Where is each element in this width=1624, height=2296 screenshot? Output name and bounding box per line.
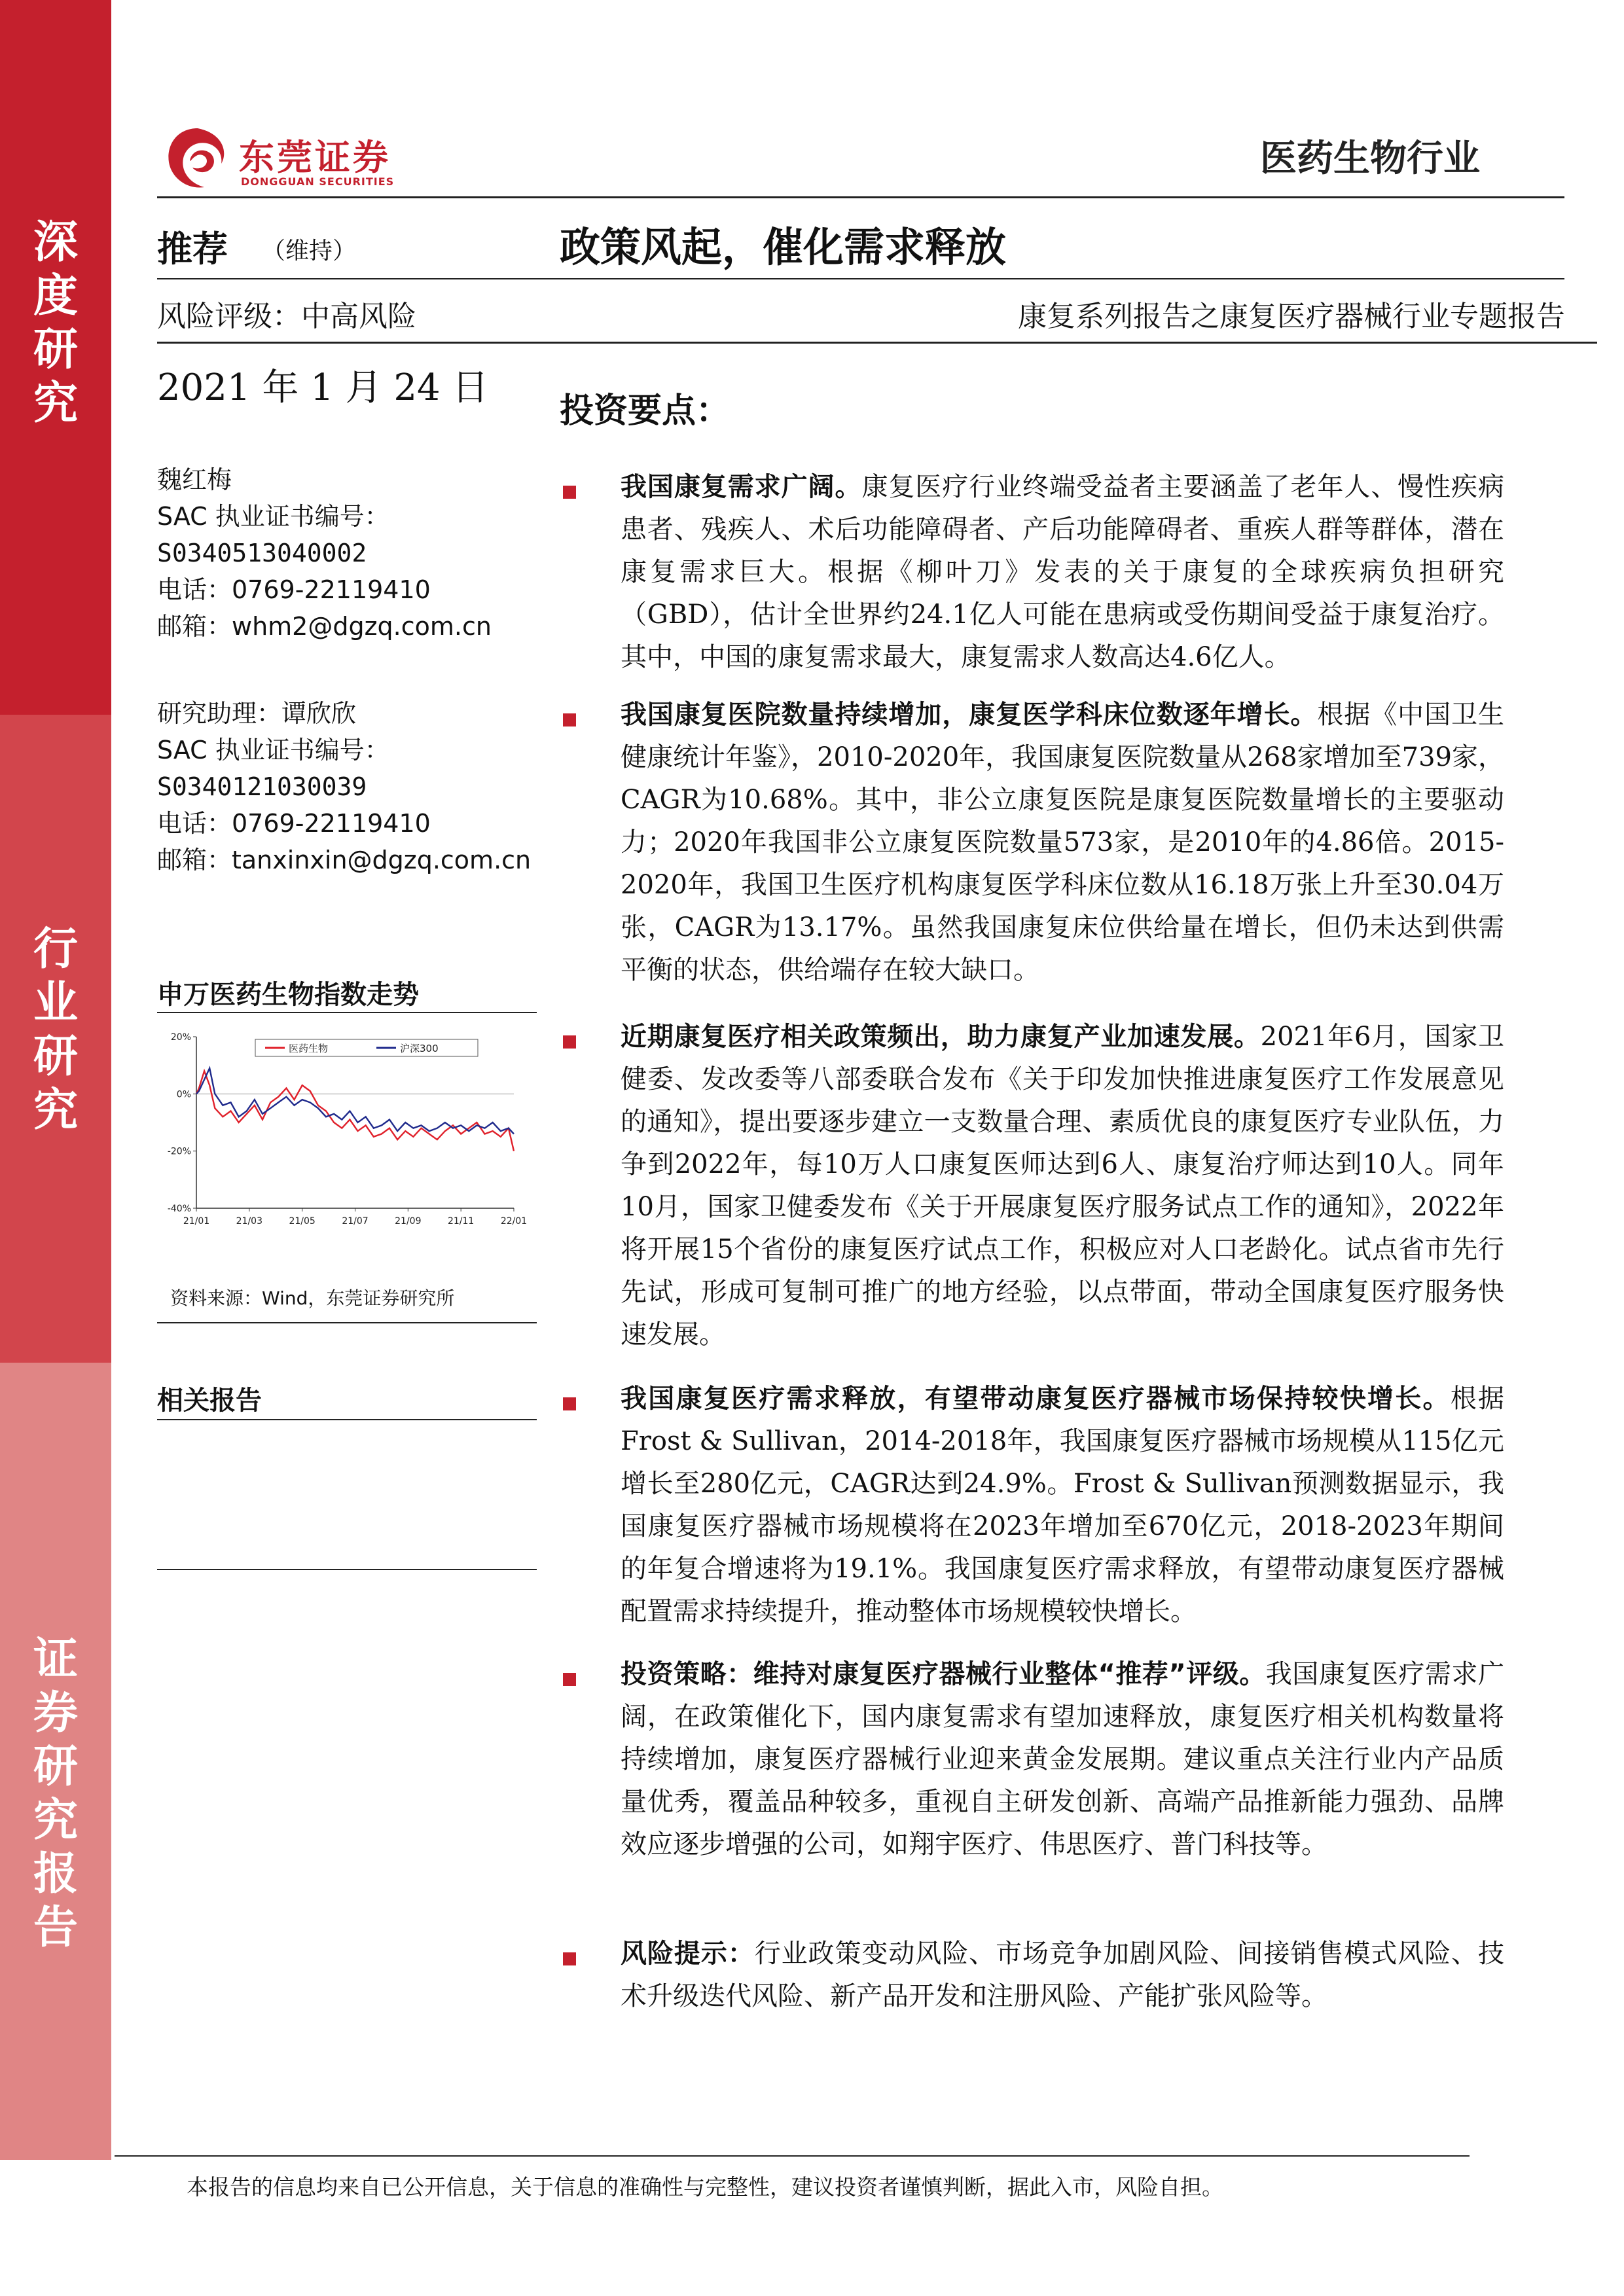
analyst-1 [157,461,492,645]
assistant-cert-number: S0340121030039 [157,772,367,801]
bullet-head: 近期康复医疗相关政策频出，助力康复产业加速发展。 [621,1022,1261,1052]
side-label-securities-report: 证 券 研 究 报 告 [33,1634,78,1954]
industry-title: 医药生物行业 [1260,137,1480,180]
analyst-phone: 电话：0769-22119410 [157,575,431,604]
date-divider-left [157,342,563,344]
bullet-body: 我国康复医疗需求广阔，在政策催化下，国内康复需求有望加速释放，康复医疗相关机构数量将持续增加，康复医疗器械行业迎来黄金发展期。建议重点关注行业内产品质量优秀，覆盖品种较多，重视自主研发创新、高端产品推新能力强劲、品牌效应逐步增强的公司，如翔宇医疗、伟思医疗、普门科技等。 [621,1659,1505,1859]
report-title: 政策风起，催化需求释放 [560,223,1007,271]
bullet-rehab-demand [621,466,1504,679]
rating-note: （维持） [262,238,357,264]
bullet-body: 康复医疗行业终端受益者主要涵盖了老年人、慢性疾病患者、残疾人、术后功能障碍者、产后功能障碍者、重疾人群等群体，潜在康复需求巨大。根据《柳叶刀》发表的关于康复的全球疾病负担研究（GBD），估计全世界约24.1亿人可能在患病或受伤期间受益于康复治疗。其中，中国的康复需求最大，康复需求人数高达4.6亿人。 [621,472,1504,672]
bullet-policy [621,1016,1504,1356]
header-divider [157,196,1564,198]
analyst-name: 魏红梅 [157,465,232,494]
disclaimer: 本报告的信息均来自已公开信息，关于信息的准确性与完整性，建议投资者谨慎判断，据此入市，风险自担。 [187,2174,1223,2200]
logo-name: 东莞证券 [239,137,391,178]
bullet-marker [563,1397,576,1410]
chart-x-tick-label: 22/01 [500,1216,528,1227]
report-date: 2021 年 1 月 24 日 [157,367,489,409]
side-label-industry-research: 行 业 研 究 [33,924,78,1136]
assistant-email: 邮箱：tanxinxin@dgzq.com.cn [157,846,532,874]
investment-highlights-heading: 投资要点： [560,391,731,431]
risk-rating: 风险评级：中高风险 [157,300,416,333]
chart-series-line-pharma [196,1071,514,1151]
chart-legend-label: 沪深300 [400,1043,439,1054]
chart-x-tick-label: 21/07 [342,1216,369,1227]
chart-x-tick-label: 21/01 [183,1216,210,1227]
analyst-2 [157,695,531,878]
logo-subtitle: DONGGUAN SECURITIES [241,175,395,188]
subtitle-divider [560,342,1597,344]
side-label-deep-research: 深 度 研 究 [33,217,78,429]
chart-series-line-csi300 [196,1068,514,1134]
bullet-investment-strategy [621,1653,1504,1866]
chart-y-tick-label: -20% [167,1146,191,1157]
bullet-marker [563,713,576,726]
assistant-phone: 电话：0769-22119410 [157,809,431,838]
related-reports-bottom-divider [157,1569,537,1570]
related-reports-divider [157,1419,537,1420]
report-subtitle: 康复系列报告之康复医疗器械行业专题报告 [1018,300,1565,333]
chart-y-tick-label: 0% [176,1089,191,1100]
bullet-head: 我国康复需求广阔。 [621,472,862,502]
chart-title: 申万医药生物指数走势 [157,980,419,1010]
analyst-cert-label: SAC 执业证书编号： [157,502,389,531]
chart-y-tick-label: -40% [167,1204,191,1214]
related-reports-heading: 相关报告 [157,1386,262,1416]
logo-mark-icon [164,124,232,193]
company-logo [164,124,425,196]
bullet-body: 根据Frost & Sullivan，2014-2018年，我国康复医疗器械市场规模从115亿元增长至280亿元，CAGR达到24.9%。Frost & Sullivan预测数据显示，我国康复医疗器械市场规模将在2023年增加至670亿元，2018-2023年期间的年复合增速将为19.1%。我国康复医疗需求释放，有望带动康复医疗器械配置需求持续提升，推动整体市场规模较快增长。 [621,1384,1505,1626]
analyst-email: 邮箱：whm2@dgzq.com.cn [157,612,492,641]
bullet-head: 风险提示： [621,1939,755,1969]
chart-x-tick-label: 21/05 [289,1216,316,1227]
bullet-body: 根据《中国卫生健康统计年鉴》，2010-2020年，我国康复医院数量从268家增加至739家，CAGR为10.68%。其中，非公立康复医院是康复医院数量增长的主要驱动力；2020年我国非公立康复医院数量573家，是2010年的4.86倍。2015-2020年，我国卫生医疗机构康复医学科床位数从16.18万张上升至30.04万张，CAGR为13.17%。虽然我国康复床位供给量在增长，但仍未达到供需平衡的状态，供给端存在较大缺口。 [621,700,1504,985]
analyst-cert-number: S0340513040002 [157,539,367,567]
bullet-body: 行业政策变动风险、市场竞争加剧风险、间接销售模式风险、技术升级迭代风险、新产品开发和注册风险、产能扩张风险等。 [621,1939,1504,2011]
bullet-marker [563,486,576,499]
bullet-head: 我国康复医疗需求释放，有望带动康复医疗器械市场保持较快增长。 [621,1384,1451,1414]
index-trend-chart [157,1025,537,1234]
chart-svg [157,1025,537,1234]
bullet-head: 我国康复医院数量持续增加，康复医学科床位数逐年增长。 [621,700,1318,730]
bullet-risk [621,1933,1504,2018]
bullet-device-market [621,1378,1504,1633]
title-divider [157,278,1564,279]
bullet-marker [563,1035,576,1049]
chart-x-tick-label: 21/11 [447,1216,475,1227]
chart-source: 资料来源：Wind，东莞证券研究所 [170,1287,455,1309]
chart-y-tick-label: 20% [170,1032,191,1043]
chart-bottom-divider [157,1322,537,1323]
bullet-rehab-hospitals [621,694,1504,992]
bullet-marker [563,1952,576,1965]
assistant-name: 研究助理：谭欣欣 [157,699,357,728]
footer-divider [115,2155,1470,2157]
bullet-marker [563,1673,576,1686]
chart-legend-label: 医药生物 [289,1043,329,1054]
bullet-body: 2021年6月，国家卫健委、发改委等八部委联合发布《关于印发加快推进康复医疗工作发展意见的通知》，提出要逐步建立一支数量合理、素质优良的康复医疗专业队伍，力争到2022年，每10万人口康复医师达到6人、康复治疗师达到10人。同年10月，国家卫健委发布《关于开展康复医疗服务试点工作的通知》，2022年将开展15个省份的康复医疗试点工作，积极应对人口老龄化。试点省市先行先试，形成可复制可推广的地方经验，以点带面，带动全国康复医疗服务快速发展。 [621,1022,1505,1350]
bullet-head: 投资策略：维持对康复医疗器械行业整体“推荐”评级。 [621,1659,1266,1689]
assistant-cert-label: SAC 执业证书编号： [157,736,389,764]
chart-x-tick-label: 21/09 [395,1216,422,1227]
chart-title-divider [157,1012,537,1013]
chart-x-tick-label: 21/03 [236,1216,263,1227]
rating-label: 推荐 [157,228,228,270]
